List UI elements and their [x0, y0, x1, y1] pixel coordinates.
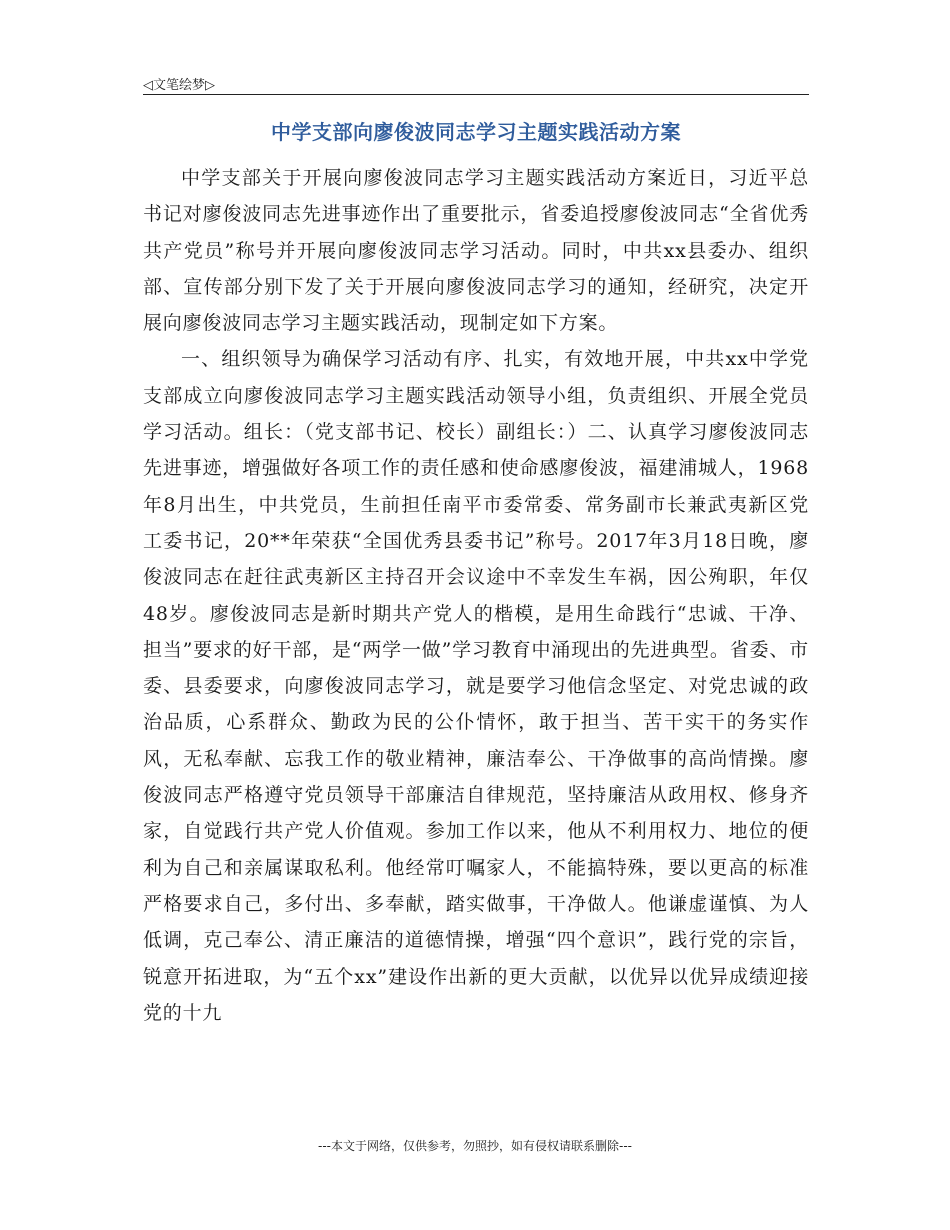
page-footer: ---本文于网络，仅供参考，勿照抄，如有侵权请联系删除---: [318, 1139, 632, 1153]
page-header: [143, 72, 809, 95]
document-title: 中学支部向廖俊波同志学习主题实践活动方案: [271, 120, 681, 144]
header-brand: ◁文笔绘梦▷: [143, 78, 215, 93]
paragraph-intro: 中学支部关于开展向廖俊波同志学习主题实践活动方案近日，习近平总书记对廖俊波同志先进事迹作出了重要批示，省委追授廖俊波同志“全省优秀共产党员”称号并开展向廖俊波同志学习活动。同时，中共xx县委办、组织部、宣传部分别下发了关于开展向廖俊波同志学习的通知，经研究，决定开展向廖俊波同志学习主题实践活动，现制定如下方案。: [143, 167, 809, 335]
paragraph-section-1: 一、组织领导为确保学习活动有序、扎实，有效地开展，中共xx中学党支部成立向廖俊波同志学习主题实践活动领导小组，负责组织、开展全党员学习活动。组长：（党支部书记、校长）副组长：）二、认真学习廖俊波同志先进事迹，增强做好各项工作的责任感和使命感廖俊波，福建浦城人，1968年8月出生，中共党员，生前担任南平市委常委、常务副市长兼武夷新区党工委书记，20**年荣获“全国优秀县委书记”称号。2017年3月18日晚，廖俊波同志在赶往武夷新区主持召开会议途中不幸发生车祸，因公殉职，年仅48岁。廖俊波同志是新时期共产党人的楷模，是用生命践行“忠诚、干净、担当”要求的好干部，是“两学一做”学习教育中涌现出的先进典型。省委、市委、县委要求，向廖俊波同志学习，就是要学习他信念坚定、对党忠诚的政治品质，心系群众、勤政为民的公仆情怀，敢于担当、苦干实干的务实作风，无私奉献、忘我工作的敬业精神，廉洁奉公、干净做事的高尚情操。廖俊波同志严格遵守党员领导干部廉洁自律规范，坚持廉洁从政用权、修身齐家，自觉践行共产党人价值观。参加工作以来，他从不利用权力、地位的便利为自己和亲属谋取私利。他经常叮嘱家人，不能搞特殊，要以更高的标准严格要求自己，多付出、多奉献，踏实做事，干净做人。他谦虚谨慎、为人低调，克己奉公、清正廉洁的道德情操，增强“四个意识”，践行党的宗旨，锐意开拓进取，为“五个xx”建设作出新的更大贡献，以优异以优异成绩迎接党的十九: [143, 348, 809, 1024]
document-body: [143, 160, 809, 1031]
